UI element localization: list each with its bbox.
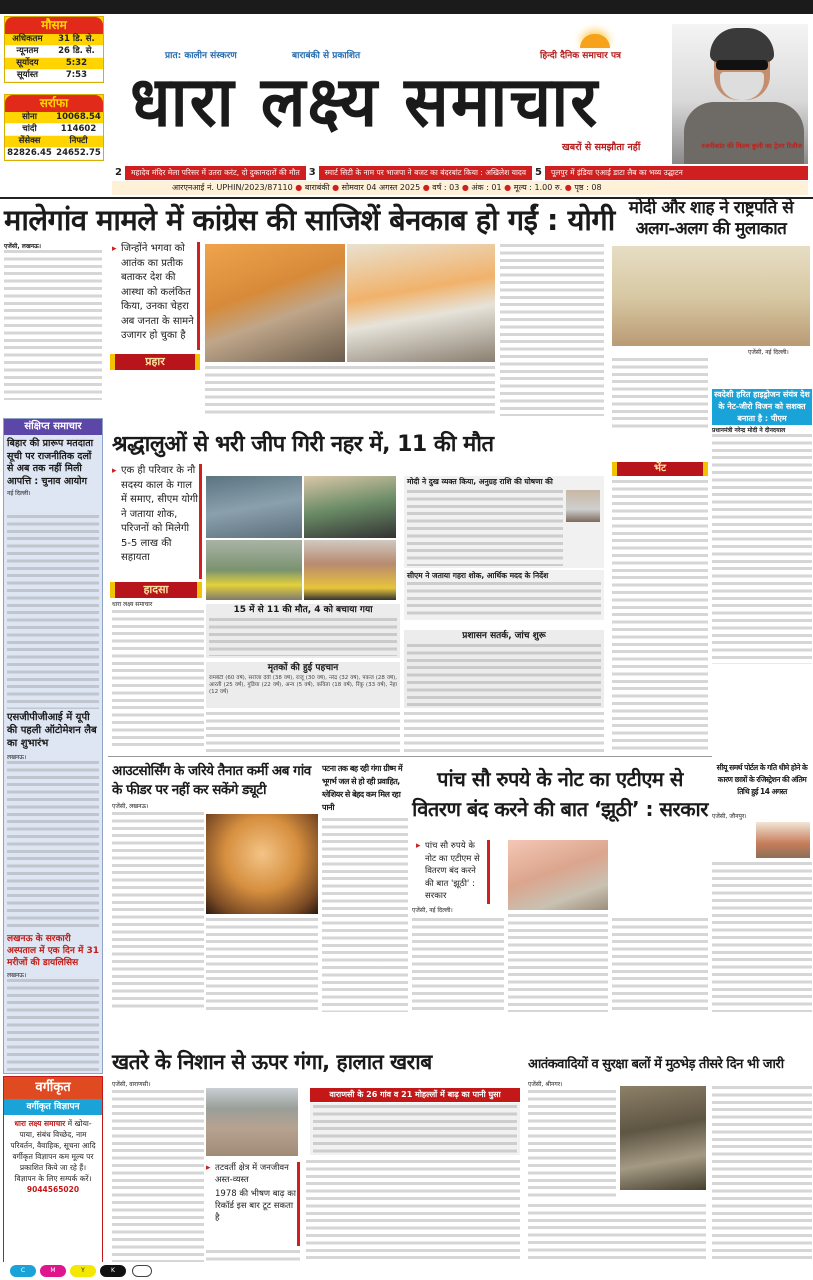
jeep-text-3 xyxy=(404,712,604,752)
published-from: बाराबंकी से प्रकाशित xyxy=(292,51,361,61)
outsourcing-headline[interactable]: आउटसोर्सिंग के जरिये तैनात कर्मी अब गांव के फीडर पर नहीं कर सकेंगे ड्यूटी xyxy=(112,763,311,798)
jeep-byline: धारा लक्ष्य समाचार xyxy=(112,601,153,608)
briefs-title: संक्षिप्त समाचार xyxy=(4,419,102,435)
terror-photo xyxy=(620,1086,706,1190)
outsourcing-text-2 xyxy=(206,918,318,1012)
ganga-flood-headline[interactable]: खतरे के निशान से ऊपर गंगा, हालात खराब xyxy=(112,1050,432,1074)
masthead-photo xyxy=(672,24,808,164)
cyan-mark: C xyxy=(10,1265,36,1277)
ganga-glacier-text xyxy=(322,818,408,1012)
ganga-flood-strip: वाराणसी के 26 गांव व 21 मोहल्लों में बाढ़ का पानी घुसा xyxy=(310,1088,520,1102)
brief-2-byline: लखनऊ। xyxy=(7,754,27,761)
weather-value: 26 डि. से. xyxy=(50,46,103,58)
briefs-box xyxy=(3,418,103,1074)
classified-title: वर्गीकृत xyxy=(4,1077,102,1099)
dateline: आरएनआई नं. UPHIN/2023/87110 ● बाराबंकी ● सोमवार 04 अगस्त 2025 ● वर्ष : 03 ● अंक : 01 ● मूल्य : 1.00 रु. ● पृष्ठ : 08 xyxy=(112,181,808,195)
atm-headline[interactable]: पांच सौ रुपये के नोट का एटीएम से वितरण बंद करने की बात ‘झूठी’ : सरकार xyxy=(412,767,708,821)
terror-text-3 xyxy=(712,1086,812,1272)
crosshair-icon xyxy=(132,1265,152,1277)
photo-caption: रजनीकांत की फिल्म कुली का ट्रेलर रिलीज xyxy=(701,142,802,150)
ticker-item[interactable]: पूलपुर में इंडिया एआई डाटा लैब का भव्य उद्घाटन xyxy=(551,168,683,177)
jeep-box-2 xyxy=(206,662,400,708)
jeep-tag: हादसा xyxy=(110,582,202,598)
atm-text-3 xyxy=(612,918,708,1012)
green-hydrogen-headline[interactable]: स्वदेशी हरित हाइड्रोजन संयंत्र देश के नेट-जीरो विजन को सशक्त बनाता है : पीएम xyxy=(712,389,812,425)
ganga-flood-pull-2-text: 1978 की भीषण बाढ़ का रिकॉर्ड इस बार टूट सकता है xyxy=(215,1189,296,1223)
ganga-flood-byline: एजेंसी, वाराणसी। xyxy=(112,1081,151,1088)
modi-shah-byline: एजेंसी, नई दिल्ली। xyxy=(748,349,789,356)
bullion-label: सेंसेक्स xyxy=(5,136,54,148)
atm-photo xyxy=(508,840,608,910)
dateline-issue: अंक : 01 xyxy=(471,183,502,192)
classified-contact-label: विज्ञापन के लिए सम्पर्क करें। xyxy=(14,1174,92,1183)
jeep-box-5-title: प्रशासन सतर्क, जांच शुरू xyxy=(462,631,546,641)
weather-label: न्यूनतम xyxy=(5,46,50,58)
newspaper-title: धारा लक्ष्य समाचार xyxy=(130,61,600,143)
lead-tag: प्रहार xyxy=(110,354,200,370)
atm-text-1 xyxy=(412,918,504,1012)
weather-label: सूर्यास्त xyxy=(5,70,50,82)
lead-pull-quote: ▸ जिन्होंने भगवा को आतंक का प्रतीक बताकर देश की आस्था को कलंकित किया, उनका चेहरा अब जनता के सामने उजागर हो चुका है xyxy=(112,242,200,350)
dateline-pages: पृष्ठ : 08 xyxy=(574,183,602,192)
black-mark: K xyxy=(100,1265,126,1277)
classified-phone[interactable]: 9044565020 xyxy=(26,1185,80,1194)
jeep-box-2-title: मृतकों की हुई पहचान xyxy=(267,663,339,673)
jeep-photo-2 xyxy=(304,476,396,538)
rni-number: आरएनआई नं. UPHIN/2023/87110 xyxy=(172,183,293,192)
jeep-box-1 xyxy=(206,604,400,658)
jeep-box-1-text xyxy=(209,618,397,656)
brief-2-text xyxy=(7,761,99,931)
ganga-flood-box-text xyxy=(313,1105,517,1153)
cuet-headline[interactable]: सीयू समर्थ पोर्टल के गति धीमे होने के कारण छात्रों के रजिस्ट्रेशन की अंतिम तिथि हुई 14 अगस्त xyxy=(716,763,808,796)
bullion-title: सर्राफा xyxy=(5,95,103,112)
tagline: खबरों से समझौता नहीं xyxy=(562,142,641,153)
jeep-photo-3 xyxy=(206,540,302,600)
jeep-box-3-title: मोदी ने दुख व्यक्त किया, अनुग्रह राशि की घोषणा की xyxy=(407,477,553,486)
jeep-text-2 xyxy=(206,712,400,752)
sun-logo-icon xyxy=(580,34,610,48)
yellow-mark: Y xyxy=(70,1265,96,1277)
atm-pull-quote: ▸ पांच सौ रुपये के नोट का एटीएम से वितरण बंद करने की बात 'झूठी' : सरकार xyxy=(416,840,490,904)
outsourcing-text xyxy=(112,812,204,1012)
bullion-value: 10068.54 xyxy=(54,112,103,124)
jeep-photo-1 xyxy=(206,476,302,538)
modi-shah-text xyxy=(612,358,708,428)
ganga-flood-text-3 xyxy=(306,1160,520,1272)
lead-byline: एजेंसी, लखनऊ। xyxy=(4,243,42,250)
brief-1-text xyxy=(7,515,99,709)
jeep-box-2-text: रामबेटी (60 वर्ष), सरोजा देवी (38 वर्ष), राजू (30 वर्ष), नरेंद्र (32 वर्ष), पंकज (28 वर्ष), आरती (25 वर्ष), गुडिया (22 वर्ष), अन्य (5 वर्ष), कविता (18 वर्ष), रिंकू (33 वर्ष), नेहा (12 वर्ष) xyxy=(209,675,397,695)
ticker-item[interactable]: स्मार्ट सिटी के नाम पर भाजपा ने बजट का बंदरबांट किया : अखिलेश यादव xyxy=(324,168,527,177)
weather-value: 5:32 xyxy=(50,58,103,70)
classified-text: में खोया-पाया, संबंध विच्छेद, नाम परिवर्तन, वैवाहिक, सूचना आदि वर्गीकृत विज्ञापन कम मूल्य पर प्रकाशित किये जा रहे हैं। xyxy=(10,1119,96,1172)
lead-headline[interactable]: मालेगांव मामले में कांग्रेस की साजिशें बेनकाब हो गईं : योगी xyxy=(4,203,615,237)
classified-brand: धारा लक्ष्य समाचार xyxy=(14,1119,66,1128)
terror-byline: एजेंसी, श्रीनगर। xyxy=(528,1081,563,1088)
dateline-price: मूल्य : 1.00 रु. xyxy=(513,183,563,192)
dateline-date: सोमवार 04 अगस्त 2025 xyxy=(341,183,421,192)
ticker-page-number: 2 xyxy=(112,166,125,180)
jeep-headline[interactable]: श्रद्धालुओं से भरी जीप गिरी नहर में, 11 की मौत xyxy=(112,432,494,457)
page-ticker xyxy=(112,166,808,180)
modi-photo xyxy=(566,490,600,522)
green-hydrogen-text xyxy=(712,434,812,664)
newspaper-page xyxy=(0,14,813,1280)
green-hydrogen-lead: प्रधानमंत्री नरेन्द्र मोदी ने दीनदयाल xyxy=(712,427,786,434)
lead-body-text-3 xyxy=(500,244,604,416)
weather-label: अधिकतम xyxy=(5,34,50,46)
modi-shah-tag: भेंट xyxy=(612,462,708,476)
ganga-flood-pull-1 xyxy=(206,1162,300,1246)
cuet-text xyxy=(712,862,812,1012)
dateline-year: वर्ष : 03 xyxy=(432,183,460,192)
bullion-value: 24652.75 xyxy=(54,148,103,160)
brief-1-byline: नई दिल्ली। xyxy=(7,490,31,497)
jeep-box-5 xyxy=(404,630,604,708)
lead-photo-1 xyxy=(205,244,345,362)
ganga-flood-photo xyxy=(206,1088,298,1156)
edition-label: प्रात: कालीन संस्करण xyxy=(165,51,237,61)
jeep-box-4-title: सीएम ने जताया गहरा शोक, आर्थिक मदद के निर्देश xyxy=(407,571,549,580)
ticker-page-number: 5 xyxy=(532,166,545,180)
cuet-photo xyxy=(756,822,810,858)
jeep-box-3 xyxy=(404,476,604,568)
paper-type: हिन्दी दैनिक समाचार पत्र xyxy=(540,51,622,61)
dateline-place: बाराबंकी xyxy=(304,183,330,192)
modi-shah-photo xyxy=(612,246,810,346)
weather-value: 7:53 xyxy=(50,70,103,82)
brief-2-headline[interactable]: एसजीपीजीआई में यूपी की पहली ऑटोमेशन लैब का शुभारंभ xyxy=(7,712,97,749)
ganga-flood-text xyxy=(112,1090,204,1272)
ganga-flood-pull-1-text: ▸ तटवर्ती क्षेत्र में जनजीवन अस्त-व्यस्त xyxy=(215,1163,289,1185)
bullion-label: चांदी xyxy=(5,124,54,136)
top-black-border xyxy=(0,0,813,14)
weather-label: सूर्योदय xyxy=(5,58,50,70)
lead-body-text-2 xyxy=(205,366,495,414)
brief-3-text xyxy=(7,979,99,1071)
jeep-box-4 xyxy=(404,570,604,620)
jeep-pull-quote: ▸ एक ही परिवार के नौ सदस्य काल के गाल में समाए, सीएम योगी ने जताया शोक, परिजनों को मिलेगी 5-5 लाख की सहायता xyxy=(112,464,202,579)
magenta-mark: M xyxy=(40,1265,66,1277)
terror-headline[interactable]: आतंकवादियों व सुरक्षा बलों में मुठभेड़ तीसरे दिन भी जारी xyxy=(528,1057,784,1072)
weather-value: 31 डि. से. xyxy=(50,34,103,46)
modi-shah-headline[interactable]: मोदी और शाह ने राष्ट्रपति से अलग-अलग की मुलाकात xyxy=(628,198,794,239)
bullion-value: 114602 xyxy=(54,124,103,136)
brief-1-headline[interactable]: बिहार की प्रारूप मतदाता सूची पर राजनीतिक दलों से अब तक नहीं मिली आपत्ति : चुनाव आयोग xyxy=(7,438,94,487)
weather-title: मौसम xyxy=(5,17,103,34)
ticker-item[interactable]: महादेव मंदिर मेला परिसर में उतरा करंट, दो दुकानदारों की मौत xyxy=(130,168,300,177)
weather-box xyxy=(4,16,104,83)
jeep-box-3-text xyxy=(407,490,563,566)
lead-photo-2 xyxy=(347,244,495,362)
jeep-photo-4 xyxy=(304,540,396,600)
outsourcing-photo xyxy=(206,814,318,914)
jeep-box-4-text xyxy=(407,582,601,618)
lead-body-text xyxy=(4,250,102,400)
bullion-label: 82826.45 xyxy=(5,148,54,160)
ganga-glacier-headline[interactable]: पटना तक बह रही गंगा ग्रीष्म में भूगर्भ जल से हो रही प्रवाहित, ग्लेशियर से बेहद कम मिल रहा पानी xyxy=(322,764,403,812)
cuet-byline: एजेंसी, जौनपुर। xyxy=(712,813,747,820)
atm-byline: एजेंसी, नई दिल्ली। xyxy=(412,907,453,914)
brief-3-byline: लखनऊ। xyxy=(7,972,27,979)
jeep-text xyxy=(112,610,204,750)
jeep-box-5-text xyxy=(407,644,601,706)
section-rule xyxy=(108,756,712,757)
ganga-flood-box xyxy=(310,1103,520,1155)
bullion-value: निफ्टी xyxy=(54,136,103,148)
brief-3-headline[interactable]: लखनऊ के सरकारी अस्पताल में एक दिन में 31 मरीजों की डायलिसिस xyxy=(7,934,100,968)
jeep-box-1-title: 15 में से 11 की मौत, 4 को बचाया गया xyxy=(233,605,373,615)
modi-shah-text-2 xyxy=(612,480,708,750)
ticker-page-number: 3 xyxy=(306,166,319,180)
terror-text xyxy=(528,1090,616,1200)
classified-subtitle: वर्गीकृत विज्ञापन xyxy=(4,1099,102,1115)
bullion-box xyxy=(4,94,104,161)
classified-box xyxy=(3,1076,103,1276)
bullion-label: सोना xyxy=(5,112,54,124)
atm-text-2 xyxy=(508,914,608,1012)
outsourcing-byline: एजेंसी, लखनऊ। xyxy=(112,803,149,810)
